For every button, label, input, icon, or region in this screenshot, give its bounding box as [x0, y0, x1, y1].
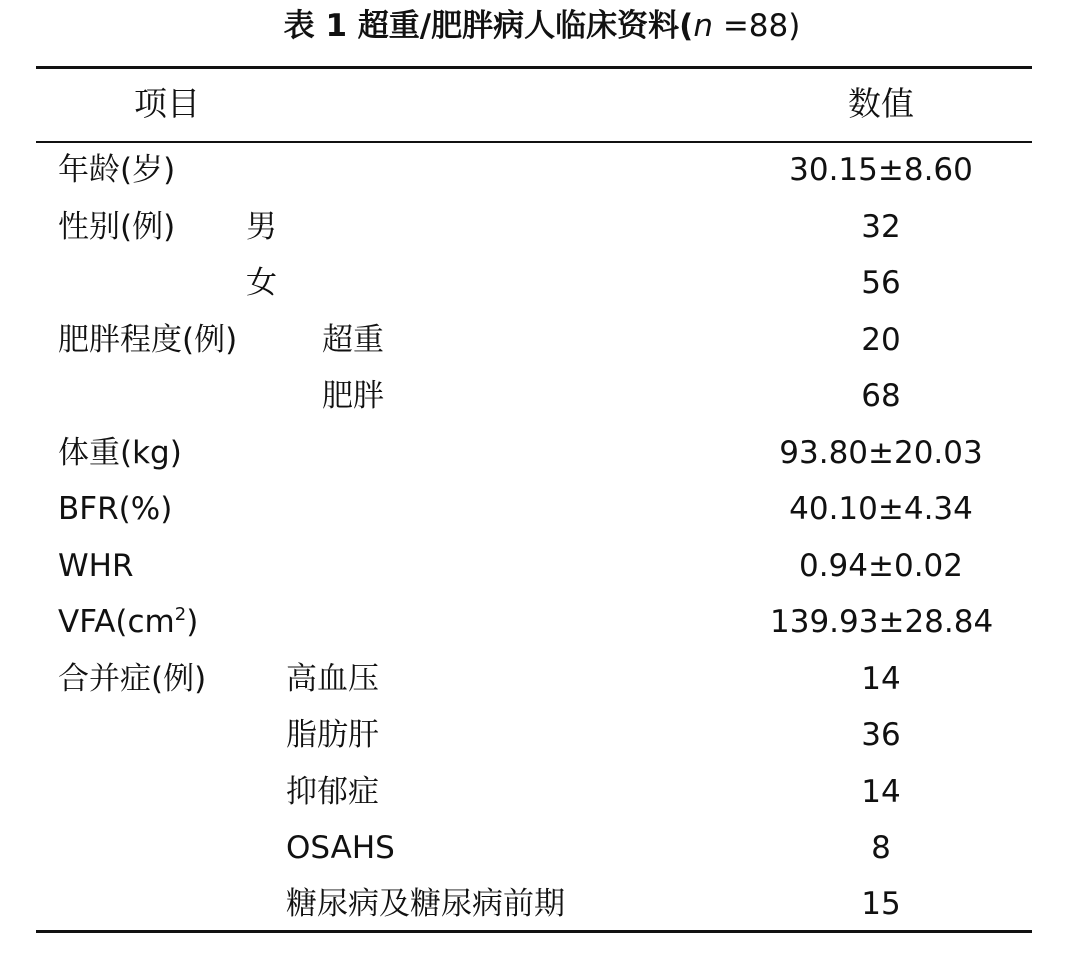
row-hypertension-label: 高血压: [286, 661, 379, 697]
table-header-rule: [36, 141, 1032, 143]
row-sex-male-label: 男: [246, 209, 277, 245]
row-sex-female-value: 56: [861, 265, 901, 301]
row-obesity-obese-label: 肥胖: [322, 378, 384, 414]
row-sex-male-value: 32: [861, 209, 901, 245]
row-sex-label: 性别(例): [58, 209, 176, 245]
table-title-n: n: [693, 8, 713, 44]
table-title-suffix: =88): [712, 8, 801, 44]
row-diabetes-label: 糖尿病及糖尿病前期: [286, 886, 565, 922]
row-obesity-obese-value: 68: [861, 378, 901, 414]
row-age-label: 年龄(岁): [58, 152, 176, 188]
row-obesity-overweight-value: 20: [861, 322, 901, 358]
row-obesity-overweight-label: 超重: [322, 322, 384, 358]
row-fatty-liver-label: 脂肪肝: [286, 717, 379, 753]
row-obesity-label: 肥胖程度(例): [58, 322, 238, 358]
row-whr-value: 0.94±0.02: [798, 548, 964, 584]
row-vfa-label-main: VFA(cm: [58, 604, 175, 640]
row-sex-female-label: 女: [246, 265, 277, 301]
row-vfa-label-sup: 2: [174, 604, 187, 625]
row-comorbidity-label: 合并症(例): [58, 661, 207, 697]
row-hypertension-value: 14: [861, 661, 901, 697]
row-vfa-value: 139.93±28.84: [770, 604, 994, 640]
table-bottom-rule: [36, 930, 1032, 933]
row-osahs-value: 8: [871, 830, 891, 866]
header-item: 项目: [134, 84, 200, 123]
row-depression-value: 14: [861, 774, 901, 810]
table-title: [0, 4, 1084, 48]
row-osahs-label: OSAHS: [286, 830, 395, 866]
row-age-value: 30.15±8.60: [789, 152, 973, 188]
row-depression-label: 抑郁症: [286, 774, 379, 810]
table-top-rule: [36, 66, 1032, 69]
table-title-prefix: 表 1 超重/肥胖病人临床资料(: [283, 8, 694, 44]
row-vfa-label-close: ): [186, 604, 199, 640]
row-whr-label: WHR: [58, 548, 134, 584]
header-value: 数值: [848, 84, 914, 123]
row-weight-value: 93.80±20.03: [779, 435, 983, 471]
row-diabetes-value: 15: [861, 886, 901, 922]
row-weight-label: 体重(kg): [58, 435, 182, 471]
row-fatty-liver-value: 36: [861, 717, 901, 753]
row-bfr-label: BFR(%): [58, 491, 173, 527]
row-bfr-value: 40.10±4.34: [789, 491, 973, 527]
row-vfa-label: [58, 600, 198, 644]
